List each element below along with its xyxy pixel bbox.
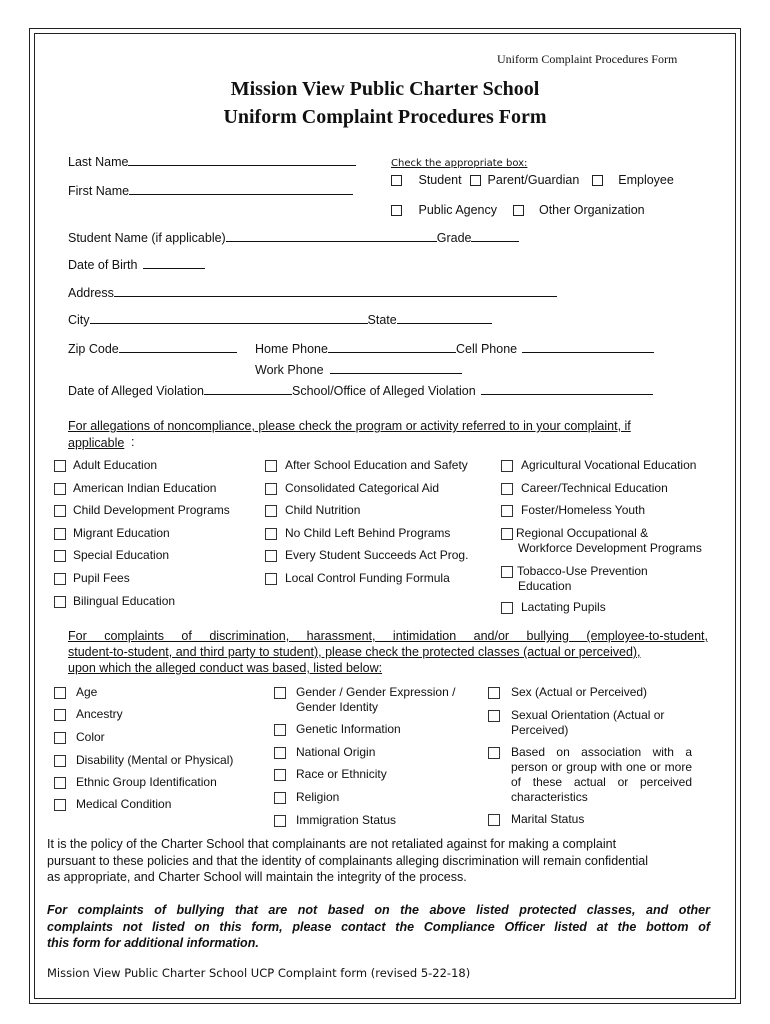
program-checkbox[interactable]: [265, 505, 277, 517]
program-label: Migrant Education: [73, 526, 170, 540]
program-label: Every Student Succeeds Act Prog.: [285, 548, 469, 562]
employee-checkbox[interactable]: [592, 175, 603, 186]
zip-label: Zip Code: [68, 342, 119, 356]
program-label: Child Development Programs: [73, 503, 230, 517]
class-label: Ancestry: [76, 707, 123, 721]
role-row-1: [391, 173, 674, 187]
class-label-association: Based on association with a person or group with one or more of these actual or perceived characteristics: [511, 745, 692, 804]
class-checkbox[interactable]: [274, 769, 286, 781]
program-label: No Child Left Behind Programs: [285, 526, 451, 540]
program-label: Lactating Pupils: [521, 600, 606, 614]
parent-checkbox[interactable]: [470, 175, 481, 186]
class-checkbox[interactable]: [488, 687, 500, 699]
role-row-2: [391, 203, 645, 217]
first-name-label: First Name: [68, 184, 130, 198]
work-phone-label: Work Phone: [255, 363, 324, 377]
other-org-label: Other Organization: [538, 203, 645, 217]
program-checkbox[interactable]: [501, 460, 513, 472]
program-checkbox[interactable]: [54, 573, 66, 585]
grade-input[interactable]: [471, 229, 519, 242]
public-agency-label: Public Agency: [418, 203, 498, 217]
date-violation-label: Date of Alleged Violation: [68, 384, 204, 398]
policy-paragraph: It is the policy of the Charter School that complainants are not retaliated against for making a complaint pursuant to these policies and that the identity of complainants alleging discrimination will remain confidential as appropriate, and Charter School will maintain the integrity of the process.: [47, 837, 649, 884]
first-name-field[interactable]: [68, 182, 353, 198]
public-agency-checkbox[interactable]: [391, 205, 402, 216]
state-label: State: [367, 313, 397, 327]
student-name-label: Student Name (if applicable): [68, 231, 226, 245]
address-label: Address: [68, 286, 114, 300]
class-checkbox[interactable]: [274, 792, 286, 804]
state-input[interactable]: [397, 311, 492, 324]
student-name-field[interactable]: [68, 229, 519, 245]
student-checkbox[interactable]: [391, 175, 402, 186]
discrimination-intro-1: For complaints of discrimination, harassment, intimidation and/or bullying (employee-to-student,: [68, 629, 708, 643]
class-label: Sex (Actual or Perceived): [511, 685, 648, 699]
home-phone-label: Home Phone: [255, 342, 328, 356]
class-checkbox[interactable]: [54, 732, 66, 744]
program-checkbox[interactable]: [501, 602, 513, 614]
class-label: Ethnic Group Identification: [76, 775, 217, 789]
page-footer: Mission View Public Charter School UCP Complaint form (revised 5-22-18): [47, 966, 471, 980]
page-title: Mission View Public Charter School: [230, 78, 540, 100]
bullying-note: For complaints of bullying that are not based on the above listed protected classes, and other complaints not listed on this form, please contact the Compliance Officer listed at the bottom of this form for additional information.: [47, 903, 710, 950]
other-org-checkbox[interactable]: [513, 205, 524, 216]
header-form-name: Uniform Complaint Procedures Form: [497, 52, 678, 66]
class-label: Race or Ethnicity: [296, 767, 387, 781]
program-checkbox[interactable]: [501, 483, 513, 495]
program-checkbox[interactable]: [265, 550, 277, 562]
program-checkbox[interactable]: [54, 550, 66, 562]
class-label: Age: [76, 685, 98, 699]
class-label: Sexual Orientation (Actual or: [511, 708, 665, 722]
class-checkbox[interactable]: [488, 710, 500, 722]
school-office-label: School/Office of Alleged Violation: [291, 384, 476, 398]
program-label: Pupil Fees: [73, 571, 130, 585]
program-label: Consolidated Categorical Aid: [285, 481, 440, 495]
work-phone-field[interactable]: [255, 361, 462, 377]
class-label: Color: [76, 730, 105, 744]
program-checkbox[interactable]: [265, 528, 277, 540]
program-checkbox[interactable]: [54, 460, 66, 472]
class-checkbox[interactable]: [488, 814, 500, 826]
cell-phone-input[interactable]: [522, 340, 654, 353]
class-label: Disability (Mental or Physical): [76, 753, 234, 767]
city-field[interactable]: [68, 311, 492, 327]
class-label: Medical Condition: [76, 797, 172, 811]
dob-label: Date of Birth: [68, 258, 138, 272]
last-name-field[interactable]: [68, 153, 356, 169]
class-checkbox[interactable]: [54, 687, 66, 699]
program-checkbox[interactable]: [265, 460, 277, 472]
city-label: City: [68, 313, 90, 327]
class-label: Gender / Gender Expression /: [296, 685, 456, 699]
program-checkbox[interactable]: [265, 483, 277, 495]
program-label: Regional Occupational &: [516, 526, 649, 540]
class-label: Immigration Status: [296, 813, 397, 827]
program-label: Local Control Funding Formula: [285, 571, 450, 585]
date-violation-field[interactable]: [68, 382, 653, 398]
discrimination-intro-3: upon which the alleged conduct was based, listed below:: [68, 661, 383, 675]
program-checkbox[interactable]: [54, 483, 66, 495]
program-checkbox[interactable]: [265, 573, 277, 585]
class-label: National Origin: [296, 745, 376, 759]
cell-phone-label: Cell Phone: [455, 342, 518, 356]
class-label-cont: Perceived): [511, 723, 569, 737]
program-label: Child Nutrition: [285, 503, 361, 517]
program-checkbox[interactable]: [54, 528, 66, 540]
program-label: Foster/Homeless Youth: [521, 503, 646, 517]
program-checkbox[interactable]: [501, 505, 513, 517]
class-label: Marital Status: [511, 812, 585, 826]
program-label: After School Education and Safety: [285, 458, 468, 472]
program-label: Adult Education: [73, 458, 158, 472]
school-office-input[interactable]: [481, 382, 653, 395]
class-checkbox[interactable]: [54, 799, 66, 811]
program-checkbox[interactable]: [501, 566, 513, 578]
zip-field[interactable]: [68, 340, 237, 356]
grade-label: Grade: [436, 231, 472, 245]
program-checkbox[interactable]: [54, 596, 66, 608]
class-label: Religion: [296, 790, 340, 804]
class-checkbox[interactable]: [274, 815, 286, 827]
class-label-cont: Gender Identity: [296, 700, 379, 714]
program-label: Tobacco-Use Prevention: [517, 564, 648, 578]
program-checkbox[interactable]: [501, 528, 513, 540]
programs-intro: For allegations of noncompliance, please check the program or activity referred to in your complaint, if applicable: [68, 419, 631, 450]
dob-field[interactable]: [68, 256, 205, 272]
class-checkbox[interactable]: [54, 777, 66, 789]
program-label-cont: Education: [518, 579, 572, 593]
program-label-cont: Workforce Development Programs: [518, 541, 702, 555]
class-checkbox[interactable]: [488, 747, 500, 759]
home-phone-field[interactable]: [255, 340, 654, 356]
address-field[interactable]: [68, 284, 557, 300]
program-label: Bilingual Education: [73, 594, 176, 608]
program-label: American Indian Education: [73, 481, 217, 495]
class-checkbox[interactable]: [54, 755, 66, 767]
employee-label: Employee: [618, 173, 674, 187]
parent-label: Parent/Guardian: [487, 173, 580, 187]
class-checkbox[interactable]: [274, 724, 286, 736]
program-label: Special Education: [73, 548, 170, 562]
class-checkbox[interactable]: [274, 687, 286, 699]
page-subtitle: Uniform Complaint Procedures Form: [223, 106, 547, 128]
class-checkbox[interactable]: [54, 709, 66, 721]
programs-intro-colon: :: [131, 435, 135, 449]
program-label: Agricultural Vocational Education: [521, 458, 697, 472]
role-heading: Check the appropriate box:: [391, 158, 528, 169]
last-name-label: Last Name: [68, 155, 129, 169]
class-checkbox[interactable]: [274, 747, 286, 759]
discrimination-intro-2: student-to-student, and third party to student), please check the protected classes (actual or perceived),: [68, 645, 641, 659]
program-label: Career/Technical Education: [521, 481, 668, 495]
program-checkbox[interactable]: [54, 505, 66, 517]
student-label: Student: [418, 173, 462, 187]
class-label: Genetic Information: [296, 722, 401, 736]
